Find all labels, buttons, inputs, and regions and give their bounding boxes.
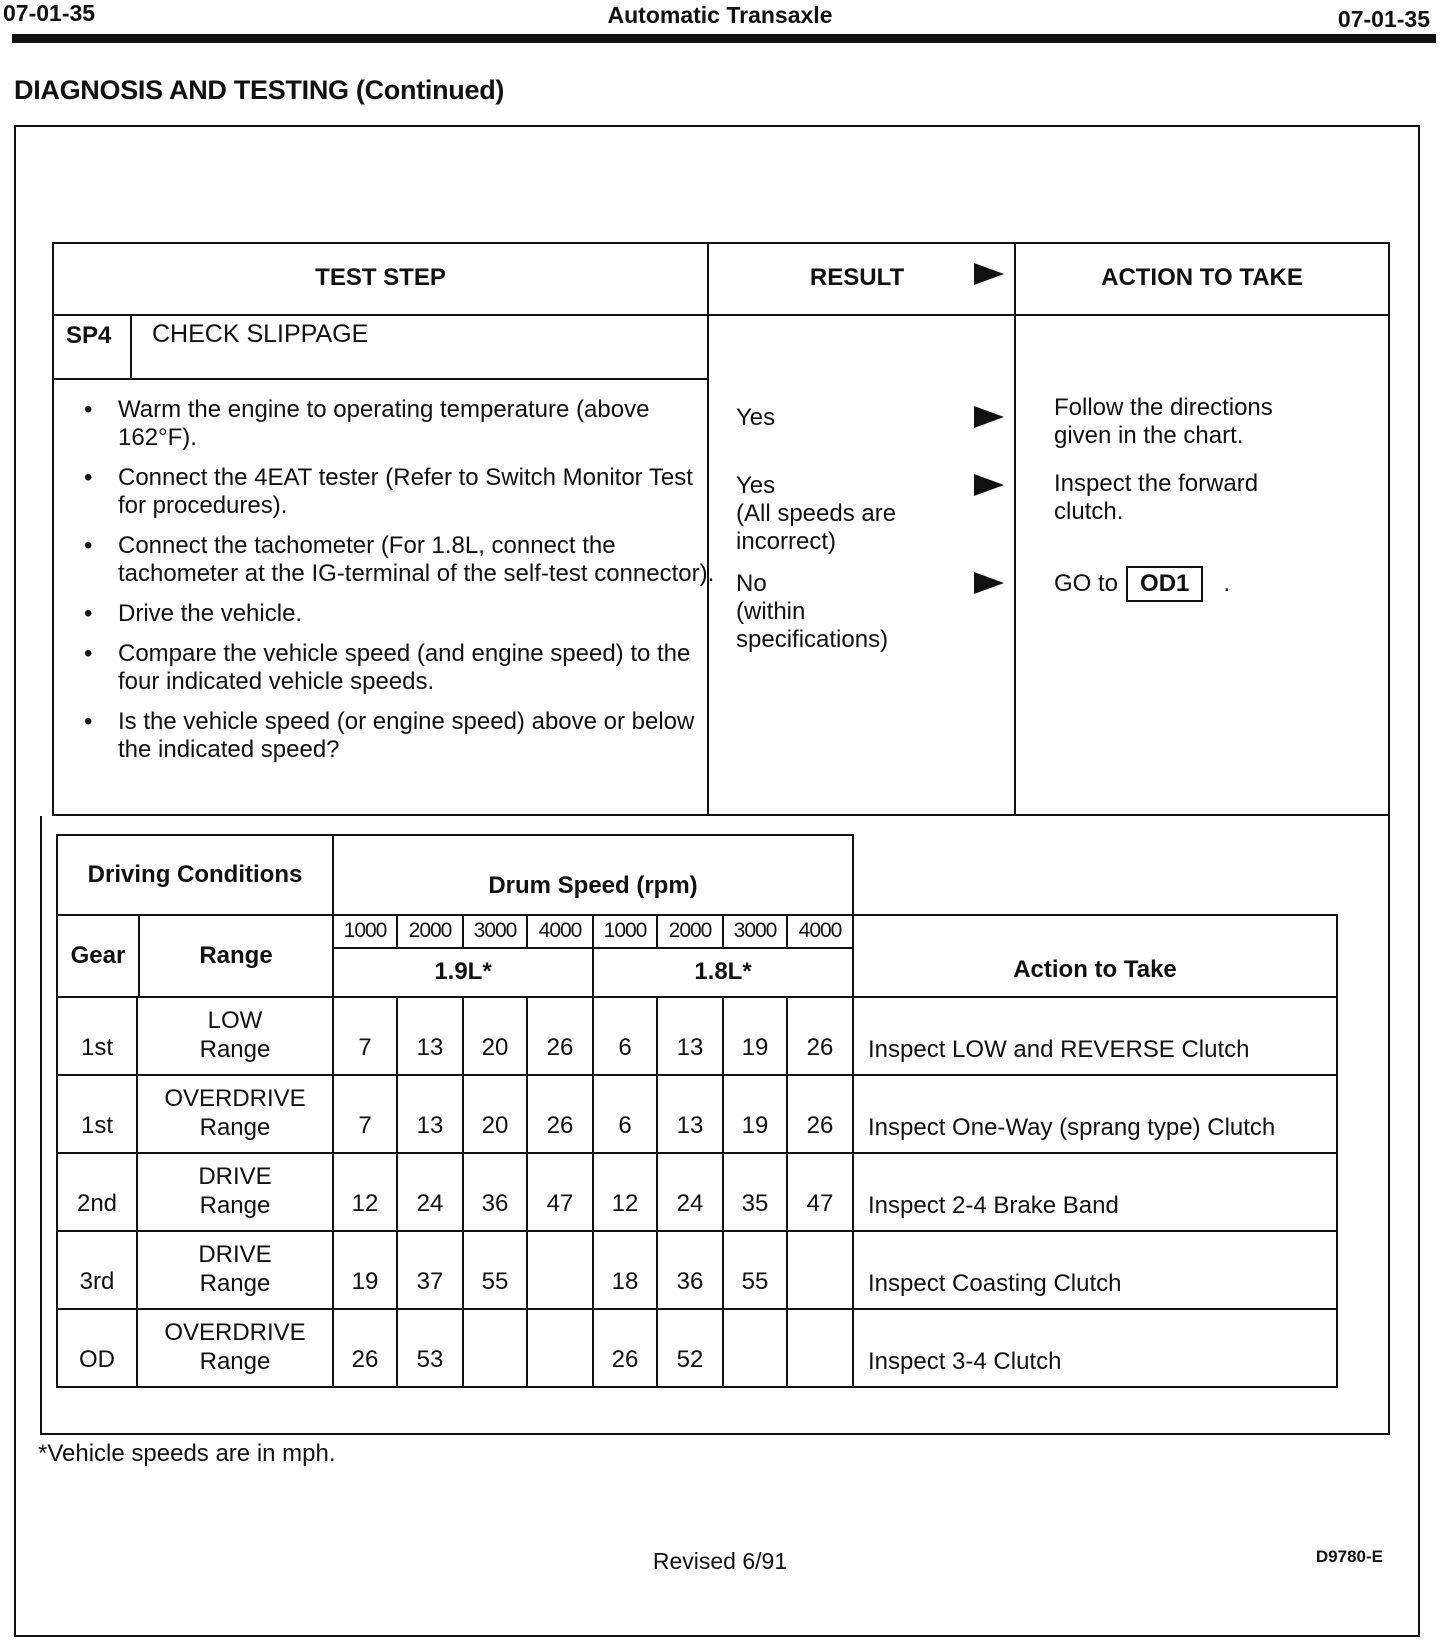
speed-value-cell: 26 [787,997,853,1075]
table-row [57,1309,1337,1387]
list-item: • Warm the engine to operating temperature (above 162°F). [84,396,724,452]
speed-value-cell [787,1231,853,1309]
column-divider [1014,244,1016,814]
list-item: • Is the vehicle speed (or engine speed) above or below the indicated speed? [84,708,724,764]
arrow-right-icon [974,474,1004,496]
footnote: *Vehicle speeds are in mph. [38,1440,336,1467]
speed-value-cell [723,1309,787,1387]
range-cell: OVERDRIVE Range [137,1075,333,1153]
col-result: RESULT [809,264,905,291]
speed-value-cell: 6 [593,997,657,1075]
rpm-label: 2000 [397,915,463,948]
rpm-label: 4000 [527,915,593,948]
step-title-divider [54,378,709,380]
table-row [57,1075,1337,1153]
list-item: • Compare the vehicle speed (and engine speed) to the four indicated vehicle speeds. [84,640,724,696]
speed-value-cell: 26 [527,997,593,1075]
speed-value-cell: 19 [333,1231,397,1309]
col-test-step: TEST STEP [315,264,446,291]
rpm-label: 2000 [657,915,723,948]
figure-code: D9780-E [1315,1547,1383,1566]
range-cell: LOW Range [137,997,333,1075]
gear-header: Gear [70,942,126,969]
action-1: Follow the directions given in the chart. [1054,394,1273,449]
speed-value-cell: 47 [787,1153,853,1231]
rpm-label: 4000 [787,915,853,948]
result-2: Yes (All speeds are incorrect) [736,472,897,555]
list-item: • Connect the 4EAT tester (Refer to Switch Monitor Test for procedures). [84,464,724,520]
speed-value-cell [527,1231,593,1309]
header-divider [54,314,1388,316]
test-step-table [52,242,1390,816]
arrow-right-icon [974,263,1004,285]
document-title: Automatic Transaxle [607,2,833,28]
gear-cell: 1st [57,997,137,1075]
list-item: • Connect the tachometer (For 1.8L, connect the tachometer at the IG-terminal of the self-test connector). [84,532,724,588]
goto-od1-link[interactable]: OD1 [1126,566,1203,602]
speed-value-cell: 55 [463,1231,527,1309]
speed-value-cell: 19 [723,997,787,1075]
range-cell: DRIVE Range [137,1153,333,1231]
speed-value-cell: 13 [657,997,723,1075]
table-row [57,1231,1337,1309]
step-list [84,396,724,776]
action-cell: Inspect Coasting Clutch [853,1231,1337,1309]
drum-speed-table [56,834,1338,1388]
speed-value-cell: 19 [723,1075,787,1153]
speed-value-cell: 24 [397,1153,463,1231]
speed-value-cell: 53 [397,1309,463,1387]
action-3: GO to OD1 . [1054,566,1230,602]
step-title: CHECK SLIPPAGE [152,320,369,348]
speed-value-cell: 24 [657,1153,723,1231]
speed-value-cell: 12 [333,1153,397,1231]
speed-value-cell: 35 [723,1153,787,1231]
range-cell: DRIVE Range [137,1231,333,1309]
action-cell: Inspect One-Way (sprang type) Clutch [853,1075,1337,1153]
result-1: Yes [736,404,776,431]
speed-value-cell: 13 [397,997,463,1075]
engine-1-9l-header: 1.9L* [333,948,593,997]
gear-cell: 1st [57,1075,137,1153]
gear-cell: 2nd [57,1153,137,1231]
speed-value-cell: 26 [787,1075,853,1153]
range-header: Range [199,942,273,969]
rpm-label: 1000 [593,915,657,948]
table-row [57,1153,1337,1231]
speed-value-cell: 47 [527,1153,593,1231]
table-row [57,997,1337,1075]
speed-value-cell: 26 [593,1309,657,1387]
speed-value-cell: 36 [463,1153,527,1231]
speed-value-cell [527,1309,593,1387]
list-item: • Drive the vehicle. [84,600,724,628]
step-id: SP4 [66,322,112,349]
arrow-right-icon [974,406,1004,428]
action-cell: Inspect 2-4 Brake Band [853,1153,1337,1231]
speed-value-cell: 26 [333,1309,397,1387]
drum-speed-header: Drum Speed (rpm) [333,835,853,915]
action-cell: Inspect 3-4 Clutch [853,1309,1337,1387]
speed-value-cell: 55 [723,1231,787,1309]
section-title: DIAGNOSIS AND TESTING (Continued) [14,75,505,105]
gear-cell: OD [57,1309,137,1387]
speed-value-cell: 12 [593,1153,657,1231]
action-cell: Inspect LOW and REVERSE Clutch [853,997,1337,1075]
action-2: Inspect the forward clutch. [1054,470,1259,525]
speed-value-cell: 26 [527,1075,593,1153]
speed-value-cell: 37 [397,1231,463,1309]
speed-value-cell: 13 [397,1075,463,1153]
arrow-right-icon [974,572,1004,594]
speed-value-cell: 13 [657,1075,723,1153]
speed-value-cell: 20 [463,1075,527,1153]
speed-value-cell: 52 [657,1309,723,1387]
speed-value-cell [787,1309,853,1387]
revision-date: Revised 6/91 [652,1548,788,1574]
gear-cell: 3rd [57,1231,137,1309]
page-number-left: 07-01-35 [3,0,96,26]
result-3: No (within specifications) [736,570,889,653]
speed-value-cell: 18 [593,1231,657,1309]
col-action: ACTION TO TAKE [1101,264,1303,291]
page-number-right: 07-01-35 [1337,6,1430,32]
rpm-label: 3000 [723,915,787,948]
speed-value-cell: 36 [657,1231,723,1309]
action-to-take-header: Action to Take [853,915,1337,997]
header-rule [12,34,1436,43]
driving-conditions-header: Driving Conditions [57,835,333,915]
speed-value-cell: 6 [593,1075,657,1153]
speed-value-cell [463,1309,527,1387]
speed-value-cell: 7 [333,997,397,1075]
step-id-divider [130,314,132,380]
speed-value-cell: 20 [463,997,527,1075]
engine-1-8l-header: 1.8L* [593,948,853,997]
range-cell: OVERDRIVE Range [137,1309,333,1387]
rpm-label: 3000 [463,915,527,948]
rpm-label: 1000 [333,915,397,948]
speed-value-cell: 7 [333,1075,397,1153]
